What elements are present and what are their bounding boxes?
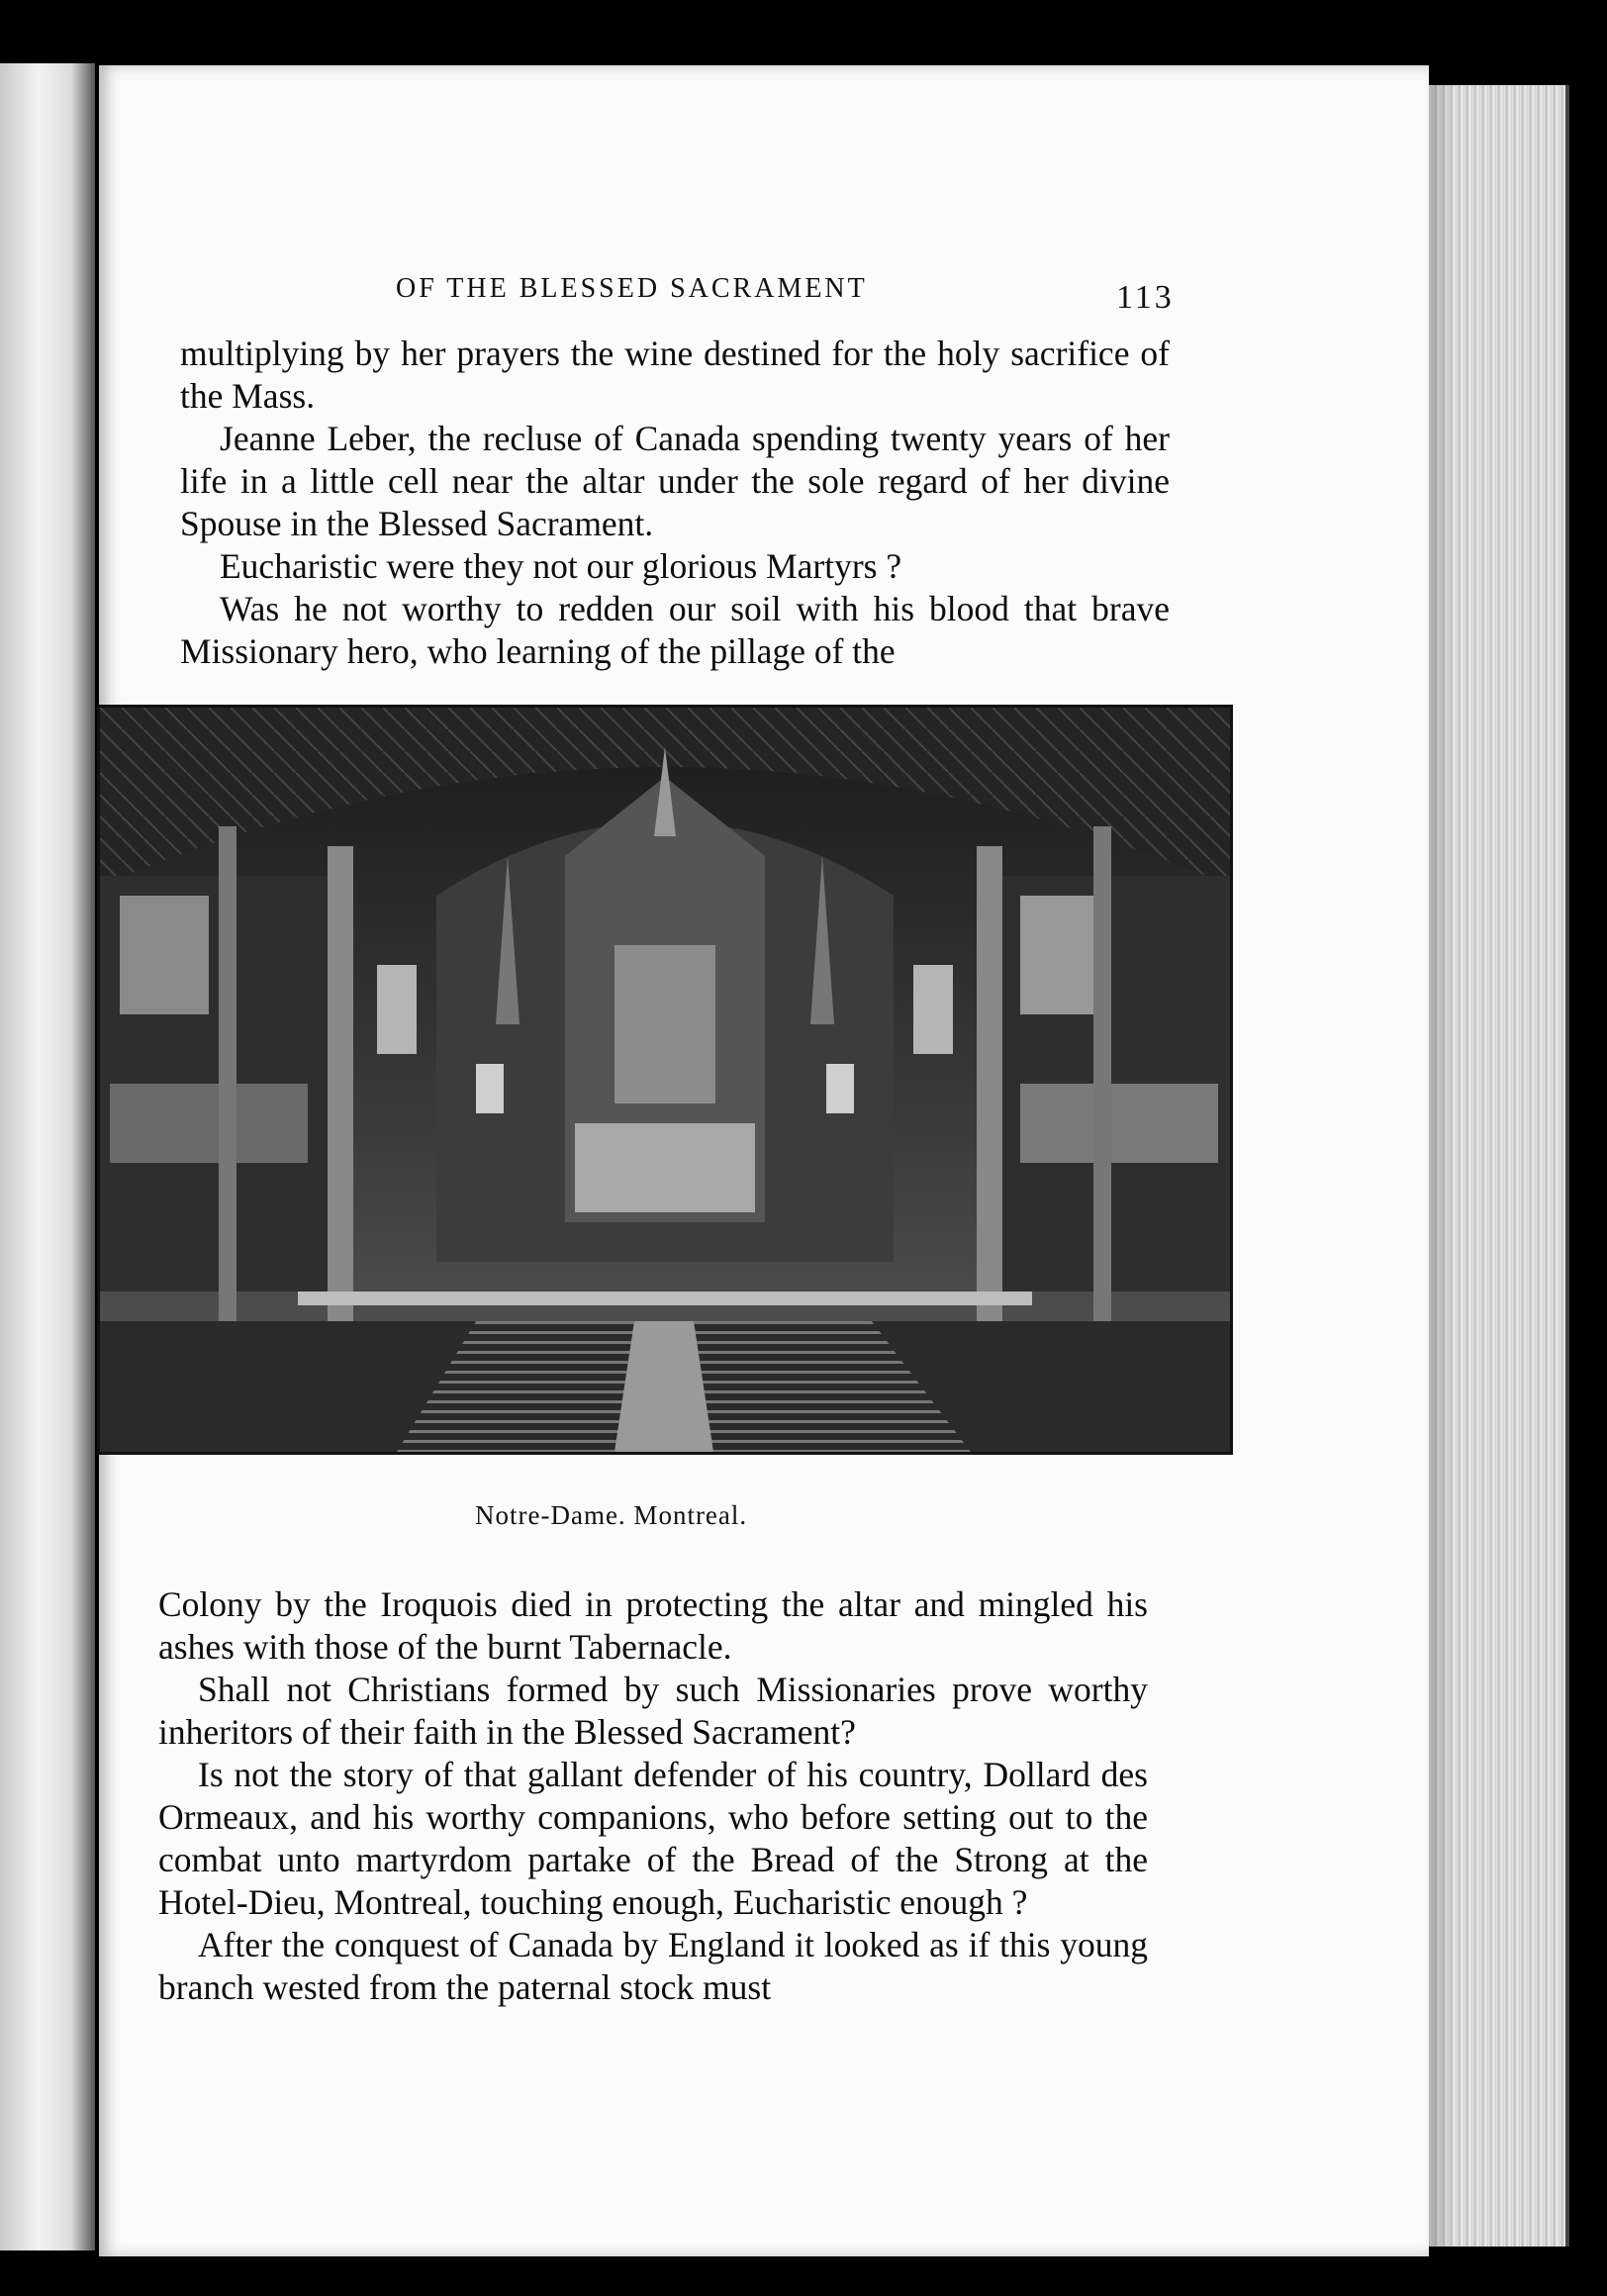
paragraph: multiplying by her prayers the wine destined for the holy sacrifice of the Mass. (180, 334, 1170, 416)
page-number: 113 (1116, 279, 1175, 316)
running-head: OF THE BLESSED SACRAMENT (396, 273, 868, 304)
page-stack-shadow (1425, 85, 1455, 2247)
cathedral-illustration (100, 708, 1230, 1452)
paragraph: Was he not worthy to redden our soil with his blood that brave Missionary hero, who learning of the pillage of the (180, 589, 1170, 671)
paragraph: Jeanne Leber, the recluse of Canada spending twenty years of her life in a little cell near the altar under the sole regard of her divine Spouse in the Blessed Sacrament. (180, 419, 1170, 543)
bottom-text-block (158, 1583, 1148, 2009)
figure-caption: Notre-Dame. Montreal. (475, 1500, 748, 1530)
paragraph: Is not the story of that gallant defender of his country, Dollard des Ormeaux, and his worthy companions, who before setting out to the combat unto martyrdom partake of the Bread of the Strong at the Hotel-Dieu, Montreal, touching enough, Eucharistic enough ? (158, 1755, 1148, 1922)
cathedral-interior-photo (97, 705, 1233, 1455)
paragraph: Colony by the Iroquois died in protecting the altar and mingled his ashes with those of the burnt Tabernacle. (158, 1584, 1148, 1667)
paragraph: Shall not Christians formed by such Missionaries prove worthy inheritors of their faith in the Blessed Sacrament? (158, 1670, 1148, 1752)
paragraph: After the conquest of Canada by England it looked as if this young branch wested from the paternal stock must (158, 1925, 1148, 2007)
paragraph: Eucharistic were they not our glorious Martyrs ? (220, 546, 902, 586)
left-page-edge (0, 63, 95, 2250)
top-text-block (180, 333, 1170, 673)
